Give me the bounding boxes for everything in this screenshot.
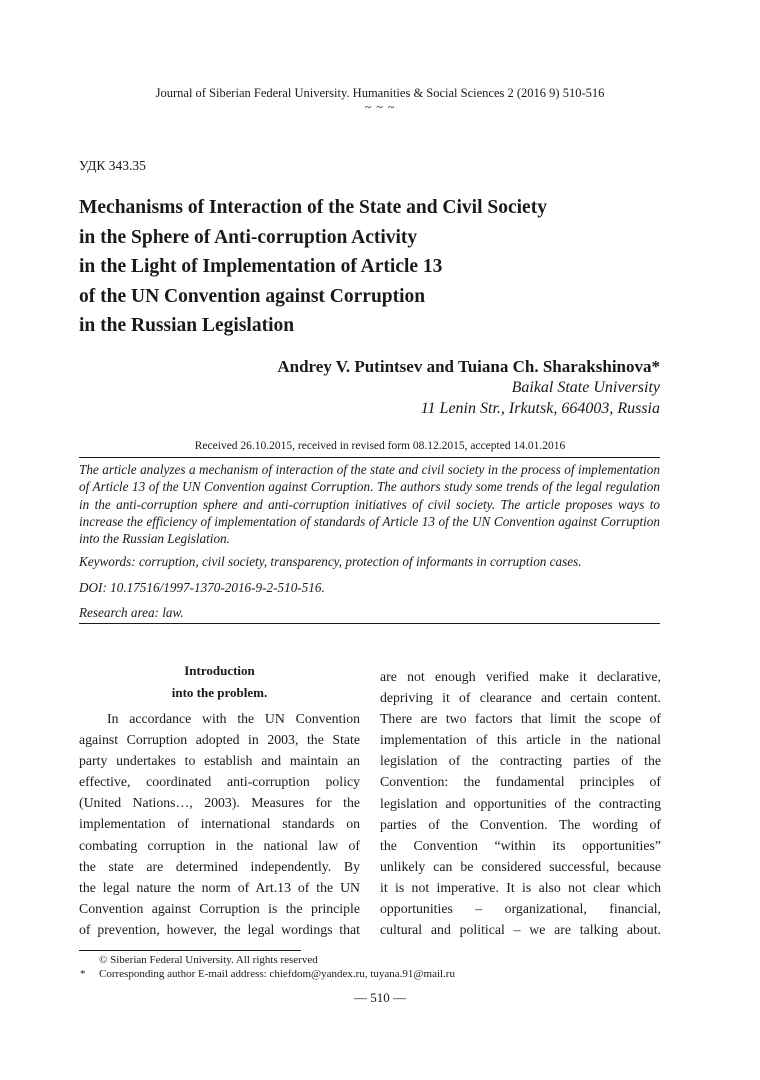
article-title [79,193,679,341]
text-line: the state are determined independently. By [79,858,360,874]
title-line: Mechanisms of Interaction of the State and Civil Society [79,197,547,218]
text-line: party undertakes to establish and maintain an [79,753,360,769]
text-line: depriving it of clearance and certain content. [380,690,661,706]
footnote-corresponding-author: Corresponding author E-mail address: chiefdom@yandex.ru, tuyana.91@mail.ru [99,968,455,980]
text-line: unlikely can be considered successful, because [380,858,661,874]
text-line: legislation of the contracting parties of the [380,753,661,769]
header-separator: ~ ~ ~ [364,100,396,114]
text-line: Convention against Corruption is the principle [79,900,360,916]
text-line: against Corruption adopted in 2003, the State [79,732,360,748]
title-line: of the UN Convention against Corruption [79,285,426,307]
abstract: The article analyzes a mechanism of interaction of the state and civil society in the process of implementation of Article 13 of the UN Convention against Corruption. The authors study some trends of the legal regulation in the anti-corruption sphere and anti-corruption initiatives of civil society. The article proposes ways to increase the efficiency of implementation of standards of Article 13 of the UN Convention against Corruption into the Russian Legislation. [79,462,660,547]
text-line: combating corruption in the national law of [79,837,360,853]
section-heading: Introduction [184,663,255,678]
title-line: in the Light of Implementation of Article 13 [79,256,443,277]
section-subheading: into the problem. [171,685,268,700]
journal-header: Journal of Siberian Federal University. Humanities & Social Sciences 2 (2016 9) 510-516 [155,86,605,100]
footnote-copyright: © Siberian Federal University. All rights reserved [99,954,318,966]
text-line: In accordance with the UN Convention [107,711,360,726]
right-column-text [380,666,661,940]
left-column-text [79,708,360,940]
page-number: — 510 — [354,990,406,1005]
text-line: the Convention “within its opportunities” [380,837,661,853]
text-line: of prevention, however, the legal wordings that [79,921,360,937]
research-area: Research area: law. [79,605,184,620]
text-line: it is not imperative. It is also not clear which [380,879,661,895]
doi: DOI: 10.17516/1997-1370-2016-9-2-510-516. [79,580,325,595]
title-line: in the Russian Legislation [79,315,295,336]
text-line: cultural and political – we are talking about. [380,922,661,938]
authors: Andrey V. Putintsev and Tuiana Ch. Sharakshinova* [277,357,660,376]
text-line: (United Nations…, 2003). Measures for the [79,795,360,811]
text-line: opportunities – organizational, financial, [380,901,661,917]
affiliation-institution: Baikal State University [511,379,660,396]
text-line: legislation and opportunities of the contracting [380,795,661,811]
keywords: Keywords: corruption, civil society, transparency, protection of informants in corruption cases. [79,554,582,569]
text-line: There are two factors that limit the scope of [380,711,661,727]
footnote-rule [79,950,301,951]
received-dates: Received 26.10.2015, received in revised form 08.12.2015, accepted 14.01.2016 [194,440,566,452]
title-line: in the Sphere of Anti-corruption Activity [79,226,418,248]
affiliation-address: 11 Lenin Str., Irkutsk, 664003, Russia [420,400,660,417]
text-line: effective, coordinated anti-corruption policy [79,774,360,790]
text-line: are not enough verified make it declarative, [380,669,661,684]
abstract-bottom-rule [79,623,660,624]
footnote-asterisk: * [80,968,86,980]
text-line: implementation of this article in the national [380,732,661,748]
text-line: Convention: the fundamental principles of [380,774,661,790]
text-line: implementation of international standards on [79,816,360,832]
text-line: parties of the Convention. The wording of [380,816,661,832]
abstract-top-rule [79,457,660,458]
text-line: the legal nature the norm of Art.13 of the UN [79,879,360,895]
udc-code: УДК 343.35 [79,158,146,173]
